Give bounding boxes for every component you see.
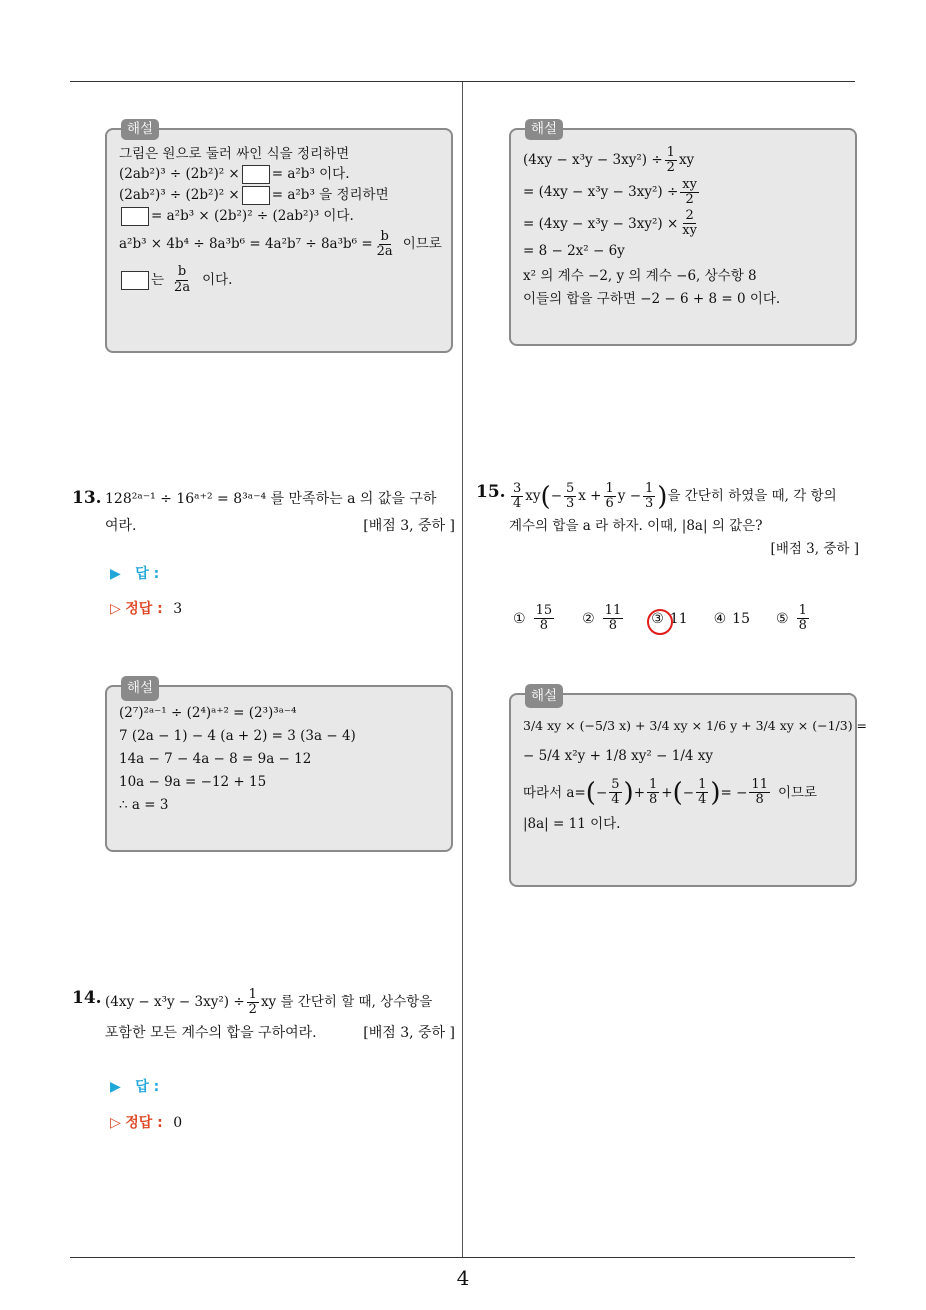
q15-line2: 계수의 합을 a 라 하자. 이때, |8a| 의 값은? (509, 517, 763, 534)
q15-minus: − (550, 488, 562, 504)
fraction (665, 146, 677, 176)
q15-score: [배점 3, 중하 ] (770, 541, 859, 558)
choice-mark: ① (513, 610, 526, 627)
fraction (609, 778, 621, 808)
sol12-line3 (119, 186, 439, 205)
fraction (680, 178, 699, 208)
fraction (247, 988, 259, 1018)
choice-mark: ④ (713, 610, 727, 627)
question-15-number: 15. (476, 482, 506, 502)
solution-tag: 해설 (525, 684, 563, 708)
denominator: 8 (798, 618, 807, 634)
sol14-line1-expr: (4xy − x³y − 3xy²) ÷ (523, 152, 663, 169)
denominator: 8 (755, 792, 764, 808)
choice-value: 11 (669, 610, 688, 627)
sol15-line3-tail: 이므로 (777, 784, 818, 801)
numerator: xy (682, 176, 697, 192)
fraction (749, 778, 770, 808)
sol13-line2: 7 (2a − 1) − 4 (a + 2) = 3 (3a − 4) (119, 727, 356, 744)
q14-line1 (105, 988, 455, 1018)
right-paren: ) (623, 777, 634, 808)
numerator: 3 (513, 481, 522, 496)
sol12-line2-result: = a²b³ 이다. (271, 165, 350, 182)
denominator: 8 (539, 618, 548, 634)
sol12-line3-result: = a²b³ 을 정리하면 (271, 186, 389, 203)
sol12-line4 (119, 207, 439, 226)
choice-mark: ② (582, 610, 595, 627)
fraction (511, 482, 523, 512)
sol14-line1-tail: xy (678, 152, 695, 169)
numerator: 1 (645, 481, 654, 496)
fraction (604, 482, 616, 512)
solution-box-14 (509, 121, 857, 346)
denominator: 4 (611, 792, 620, 808)
q14-key (110, 1112, 182, 1132)
sol12-line4-expr: = a²b³ × (2b²)² ÷ (2ab²)³ 이다. (151, 207, 354, 224)
q15-xy: xy (525, 488, 541, 504)
key-label: 정답 : (125, 601, 163, 617)
sol12-line6 (119, 265, 439, 295)
solution-tag: 해설 (121, 119, 159, 140)
denominator: 8 (649, 792, 658, 808)
sol14-line2-expr: = (4xy − x³y − 3xy²) ÷ (523, 183, 679, 200)
plus-sign: + (661, 784, 673, 801)
denominator: 8 (608, 618, 618, 634)
numerator: 5 (611, 777, 620, 792)
question-14-number: 14. (72, 988, 102, 1008)
sol12-line1: 그림은 원으로 둘러 싸인 식을 정리하면 (119, 146, 350, 162)
q13-answer[interactable] (110, 563, 159, 583)
choice-mark: ⑤ (776, 610, 789, 627)
choice-4[interactable] (714, 611, 750, 627)
sol14-line3 (523, 209, 843, 239)
blank-box (121, 271, 149, 290)
play-icon: ▶ (110, 1079, 121, 1095)
play-icon: ▶ (110, 566, 121, 582)
question-13-text (105, 486, 455, 539)
minus-sign: − (595, 784, 608, 801)
selected-circle-icon (647, 609, 673, 635)
numerator: 1 (248, 987, 257, 1002)
fraction (680, 209, 699, 239)
denominator: 3 (645, 496, 654, 512)
sol15-line4: |8a| = 11 이다. (523, 815, 621, 832)
sol12-line6-word: 는 (151, 271, 165, 288)
denominator: 4 (513, 496, 522, 512)
key-value: 3 (173, 601, 183, 617)
q13-line2 (105, 513, 455, 540)
numerator: b (380, 228, 389, 244)
sol12-line5-tail: 이므로 (402, 236, 442, 253)
sol14-line3-expr: = (4xy − x³y − 3xy²) × (523, 215, 679, 232)
sol15-line2: − 5/4 x²y + 1/8 xy² − 1/4 xy (523, 747, 713, 764)
blank-box (121, 207, 149, 226)
numerator: 2 (685, 208, 694, 224)
fraction (647, 778, 659, 808)
solution-tag: 해설 (525, 119, 563, 140)
question-15-text (509, 482, 859, 561)
solution-box-12 (105, 121, 453, 353)
fraction (534, 604, 555, 634)
q14-answer[interactable] (110, 1076, 159, 1096)
outline-play-icon: ▷ (110, 601, 121, 617)
numerator: 1 (698, 777, 707, 792)
numerator: 15 (535, 603, 553, 618)
q14-line2-text: 포함한 모든 계수의 합을 구하여라. (105, 1024, 317, 1041)
sol13-line3: 14a − 7 − 4a − 8 = 9a − 12 (119, 750, 312, 767)
q15-line1 (509, 482, 859, 512)
q14-line1-expr: (4xy − x³y − 3xy²) ÷ (105, 994, 245, 1010)
q13-score: [배점 3, 중하 ] (363, 517, 455, 534)
right-paren: ) (710, 777, 721, 808)
choice-1[interactable] (513, 604, 556, 634)
denominator: xy (682, 223, 697, 239)
denominator: 2a (174, 279, 191, 295)
sol12-line6-tail: 이다. (202, 271, 233, 288)
sol15-line1: 3/4 xy × (−5/3 x) + 3/4 xy × 1/6 y + 3/4 xy × (−1/3) = (523, 718, 868, 733)
plus-sign: + (633, 784, 645, 801)
q15-x-plus: x + (578, 488, 602, 504)
question-13-number: 13. (72, 488, 102, 508)
sol13-line4: 10a − 9a = −12 + 15 (119, 773, 267, 790)
q15-y-minus: y − (617, 488, 642, 504)
key-value: 0 (173, 1115, 183, 1131)
solution-box-15 (509, 688, 868, 887)
fraction (603, 604, 624, 634)
sol15-line3 (523, 778, 843, 808)
fraction (797, 604, 809, 634)
q14-line2 (105, 1022, 455, 1044)
sol12-line5 (119, 228, 442, 260)
numerator: 1 (649, 777, 658, 792)
answer-label: 답 : (135, 566, 160, 582)
denominator: 2a (376, 244, 393, 260)
fraction (643, 482, 655, 512)
sol14-line4: = 8 − 2x² − 6y (523, 242, 625, 259)
choice-value: 15 (732, 610, 750, 627)
right-paren: ) (657, 481, 668, 512)
sol12-line2-expr: (2ab²)³ ÷ (2b²)² × (119, 165, 240, 182)
choice-2[interactable] (582, 604, 625, 634)
sol13-line1: (2⁷)²ᵃ⁻¹ ÷ (2⁴)ᵃ⁺² = (2³)³ᵃ⁻⁴ (119, 705, 297, 721)
fraction (696, 778, 708, 808)
numerator: 1 (666, 145, 675, 160)
numerator: 5 (566, 481, 575, 496)
denominator: 2 (248, 1002, 257, 1018)
sol13-line5: ∴ a = 3 (119, 796, 169, 813)
left-paren: ( (540, 481, 551, 512)
equals-sign: = − (720, 784, 748, 801)
denominator: 6 (605, 496, 614, 512)
q15-choices (513, 604, 837, 634)
minus-sign: − (682, 784, 695, 801)
denominator: 3 (566, 496, 575, 512)
sol12-line3-expr: (2ab²)³ ÷ (2b²)² × (119, 186, 240, 203)
q13-line2-text: 여라. (105, 517, 137, 534)
question-14-text (105, 988, 455, 1044)
sol14-line6: 이들의 합을 구하면 −2 − 6 + 8 = 0 이다. (523, 290, 781, 307)
q15-line1-tail: 을 간단히 하였을 때, 각 항의 (667, 488, 837, 504)
choice-3[interactable] (651, 611, 687, 627)
denominator: 4 (698, 792, 707, 808)
fraction (564, 482, 576, 512)
answer-label: 답 : (135, 1079, 160, 1095)
denominator: 2 (685, 191, 694, 207)
left-paren: ( (585, 777, 596, 808)
sol14-line1 (523, 146, 843, 176)
numerator: 11 (751, 777, 768, 792)
fraction (172, 265, 192, 295)
sol14-line5: x² 의 계수 −2, y 의 계수 −6, 상수항 8 (523, 267, 757, 284)
sol14-line2 (523, 178, 843, 208)
key-label: 정답 : (125, 1115, 163, 1131)
sol12-line2 (119, 165, 439, 184)
blank-box (242, 186, 270, 205)
choice-5[interactable] (776, 604, 811, 634)
q13-line1: 128²ᵃ⁻¹ ÷ 16ᵃ⁺² = 8³ᵃ⁻⁴ 를 만족하는 a 의 값을 구하 (105, 491, 437, 507)
bottom-rule (70, 1257, 855, 1258)
numerator: b (177, 264, 187, 280)
solution-tag: 해설 (121, 676, 159, 701)
q13-key (110, 598, 182, 618)
fraction (375, 230, 395, 260)
sol12-line5-expr: a²b³ × 4b⁴ ÷ 8a³b⁶ = 4a²b⁷ ÷ 8a³b⁶ = (119, 236, 373, 253)
blank-box (242, 165, 270, 184)
denominator: 2 (666, 160, 675, 176)
numerator: 11 (604, 603, 622, 618)
solution-box-13 (105, 680, 453, 852)
choice-mark: ③ (651, 610, 664, 627)
q14-score: [배점 3, 중하 ] (363, 1024, 455, 1041)
left-paren: ( (672, 777, 683, 808)
q14-line1-tail: xy 를 간단히 할 때, 상수항을 (260, 994, 433, 1010)
page-number: 4 (456, 1266, 470, 1290)
numerator: 1 (605, 481, 614, 496)
column-divider (462, 82, 463, 1257)
outline-play-icon: ▷ (110, 1115, 121, 1131)
numerator: 1 (798, 603, 807, 618)
sol15-line3-prefix: 따라서 a= (523, 784, 586, 801)
